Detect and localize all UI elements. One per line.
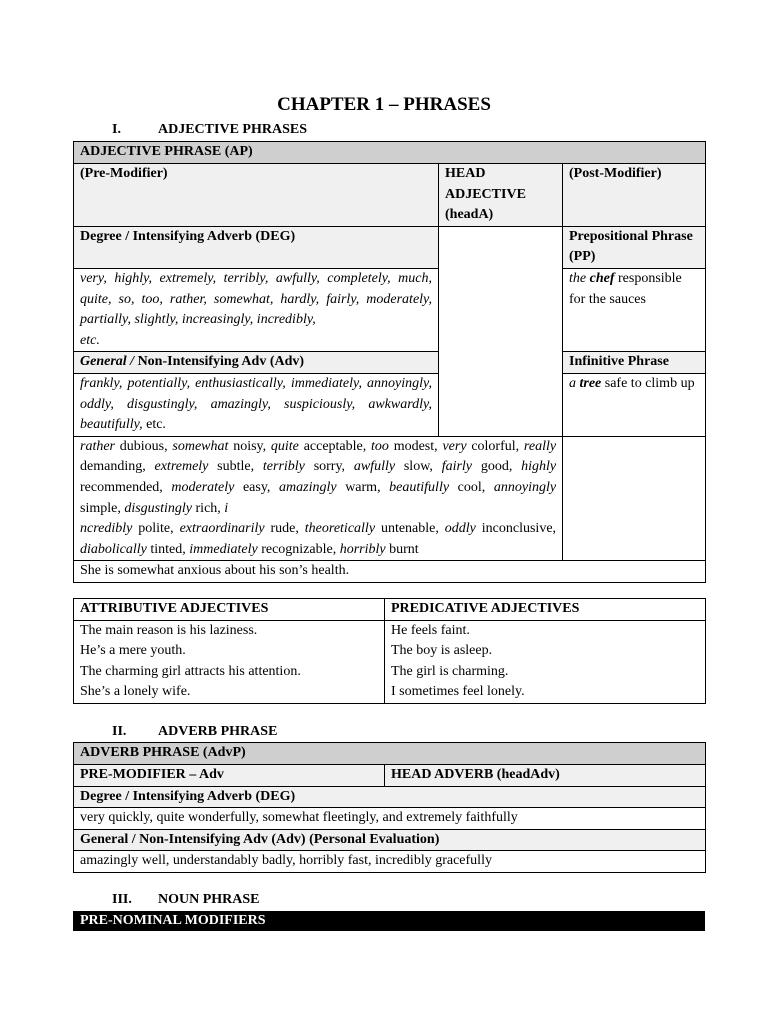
example-adjective: good, xyxy=(480,459,513,475)
attributive-header: ATTRIBUTIVE ADJECTIVES xyxy=(74,599,385,621)
example-adverb: awfully xyxy=(353,459,396,475)
example-adjective: colorful, xyxy=(471,438,520,454)
example-adjective: acceptable, xyxy=(303,438,367,454)
gen-heading-rest: Non-Intensifying Adv (Adv) xyxy=(137,354,305,370)
example-adjective: recognizable, xyxy=(261,541,337,557)
example-adverb: moderately xyxy=(171,479,235,495)
adjective-phrase-table xyxy=(73,141,706,583)
example-adjective: rich, xyxy=(195,500,221,516)
example-adjective: cool, xyxy=(457,479,486,495)
predicative-examples xyxy=(385,620,706,703)
example-adverb: terribly xyxy=(262,459,305,475)
inf-example-noun: tree xyxy=(579,375,602,391)
example-adverb: extremely xyxy=(154,459,209,475)
example-adverb: really xyxy=(523,438,557,454)
gen-heading xyxy=(74,352,439,374)
advp-gen-heading: General / Non-Intensifying Adv (Adv) (Personal Evaluation) xyxy=(74,829,706,851)
section-number: II. xyxy=(112,724,127,739)
advp-deg-heading: Degree / Intensifying Adverb (DEG) xyxy=(74,786,706,808)
predicative-example: The boy is asleep. xyxy=(391,643,493,659)
deg-etc: etc. xyxy=(80,332,100,348)
gen-adverb-list xyxy=(74,373,439,436)
example-adverb: horribly xyxy=(339,541,386,557)
example-sentence: She is somewhat anxious about his son’s health. xyxy=(74,561,706,583)
inf-example-rest: safe to climb up xyxy=(604,375,695,391)
example-adjective: subtle, xyxy=(217,459,255,475)
gen-heading-italic: General / xyxy=(80,354,135,370)
example-adverb: somewhat xyxy=(172,438,229,454)
noun-phrase-table xyxy=(73,911,705,931)
example-adverb: theoretically xyxy=(304,521,376,537)
example-adjective: sorry, xyxy=(313,459,346,475)
example-adverb: extraordinarily xyxy=(179,521,265,537)
inf-heading: Infinitive Phrase xyxy=(563,352,706,374)
example-adverb: annoyingly xyxy=(493,479,557,495)
attributive-examples xyxy=(74,620,385,703)
deg-heading: Degree / Intensifying Adverb (DEG) xyxy=(74,226,439,268)
example-adverb: oddly xyxy=(444,521,476,537)
section-title: NOUN PHRASE xyxy=(158,892,260,907)
post-modifier-header: (Post-Modifier) xyxy=(563,164,706,227)
attributive-example: He’s a mere youth. xyxy=(80,643,186,659)
example-adjective: warm, xyxy=(345,479,381,495)
predicative-header: PREDICATIVE ADJECTIVES xyxy=(385,599,706,621)
example-adverb: fairly xyxy=(441,459,473,475)
head-adjective-empty-cell xyxy=(439,226,563,436)
example-adverb: quite xyxy=(270,438,299,454)
inf-example xyxy=(563,373,706,436)
example-adjective: tinted, xyxy=(150,541,186,557)
example-adverb: i xyxy=(224,500,229,516)
example-adverb: diabolically xyxy=(80,541,147,557)
chapter-title: CHAPTER 1 – PHRASES xyxy=(277,94,491,115)
section-heading-noun-phrase xyxy=(112,890,260,910)
example-adjective: dubious, xyxy=(119,438,168,454)
advp-gen-examples: amazingly well, understandably badly, horribly fast, incredibly gracefully xyxy=(74,851,706,873)
head-line: ADJECTIVE xyxy=(445,186,526,202)
predicative-example: I sometimes feel lonely. xyxy=(391,684,525,700)
attributive-predicative-table xyxy=(73,598,706,704)
example-adjective: simple, xyxy=(80,500,121,516)
example-adjective: recommended, xyxy=(80,479,163,495)
advp-pre-modifier-header: PRE-MODIFIER – Adv xyxy=(74,765,385,787)
example-adverb: too xyxy=(371,438,389,454)
adverb-phrase-table xyxy=(73,742,706,873)
example-adjective: slow, xyxy=(403,459,433,475)
example-adjective: inconclusive, xyxy=(481,521,557,537)
pp-example-det: the xyxy=(569,270,587,286)
example-adjective: polite, xyxy=(138,521,174,537)
advp-head-header: HEAD ADVERB (headAdv) xyxy=(385,765,706,787)
example-adverb: rather xyxy=(80,438,115,454)
gen-list-text: frankly, potentially, enthusiastically, immediately, annoyingly, oddly, disgustingly, amazingly, suspiciously, awkwardly, beautifully, xyxy=(80,375,432,433)
example-adjective: modest, xyxy=(393,438,438,454)
head-line: HEAD xyxy=(445,166,486,181)
section-heading-adverb-phrase xyxy=(112,722,277,742)
section-title: ADJECTIVE PHRASES xyxy=(158,122,307,137)
head-adjective-header xyxy=(439,164,563,227)
pp-example-rest: responsible for the sauces xyxy=(569,270,682,307)
advp-table-title: ADVERB PHRASE (AdvP) xyxy=(74,743,706,765)
example-adjective: burnt xyxy=(389,541,419,557)
pp-example-noun: chef xyxy=(589,270,615,286)
example-adjective: demanding, xyxy=(80,459,146,475)
attributive-example: The main reason is his laziness. xyxy=(80,622,258,638)
example-adverb: immediately xyxy=(189,541,258,557)
section-number: I. xyxy=(112,122,121,137)
gen-etc: etc. xyxy=(146,417,166,433)
predicative-example: He feels faint. xyxy=(391,622,470,638)
example-adjective: easy, xyxy=(242,479,271,495)
pp-example xyxy=(563,268,706,351)
example-adverb: beautifully xyxy=(389,479,450,495)
example-adjective: untenable, xyxy=(380,521,439,537)
example-adjective: noisy, xyxy=(233,438,267,454)
predicative-example: The girl is charming. xyxy=(391,663,509,679)
section-number: III. xyxy=(112,892,132,907)
pre-nominal-modifiers-bar: PRE-NOMINAL MODIFIERS xyxy=(74,912,705,931)
advp-deg-examples: very quickly, quite wonderfully, somewhat fleetingly, and extremely faithfully xyxy=(74,808,706,830)
adjective-phrase-examples xyxy=(74,436,563,561)
example-adverb: very xyxy=(442,438,467,454)
deg-list-text: very, highly, extremely, terribly, awfully, completely, much, quite, so, too, rather, somewhat, hardly, fairly, moderately, partially, slightly, increasingly, incredibly, xyxy=(80,270,432,328)
example-adverb: highly xyxy=(521,459,557,475)
example-adverb: disgustingly xyxy=(124,500,193,516)
examples-empty-cell xyxy=(563,436,706,561)
ap-table-title: ADJECTIVE PHRASE (AP) xyxy=(74,142,706,164)
section-heading-adjective-phrases xyxy=(112,120,307,140)
section-title: ADVERB PHRASE xyxy=(158,724,278,739)
attributive-example: The charming girl attracts his attention. xyxy=(80,663,301,679)
attributive-example: She’s a lonely wife. xyxy=(80,684,191,700)
example-adverb: amazingly xyxy=(279,479,337,495)
pre-modifier-header: (Pre-Modifier) xyxy=(74,164,439,227)
inf-example-det: a xyxy=(569,375,576,391)
example-adverb: ncredibly xyxy=(80,521,133,537)
head-line: (headA) xyxy=(445,207,494,223)
deg-adverb-list xyxy=(74,268,439,351)
example-adjective: rude, xyxy=(270,521,299,537)
pp-heading: Prepositional Phrase (PP) xyxy=(563,226,706,268)
